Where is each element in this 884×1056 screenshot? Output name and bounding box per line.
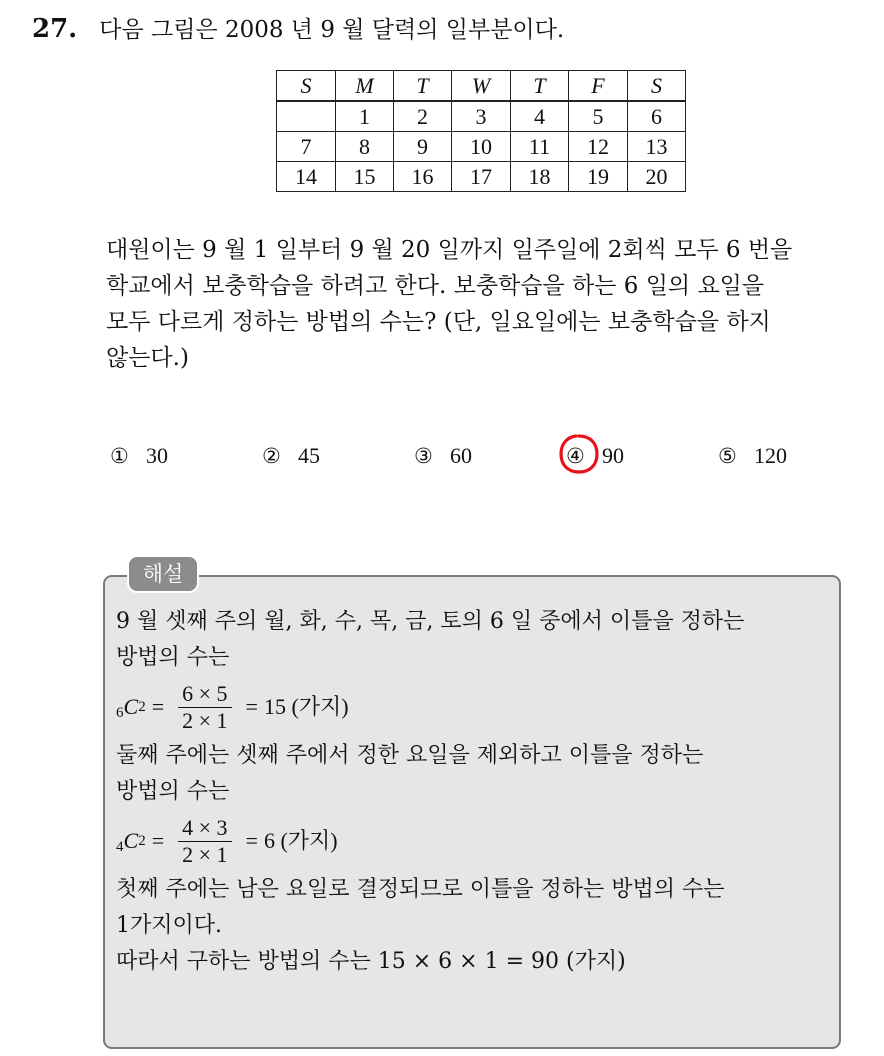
formula-equals: = — [151, 828, 165, 853]
choice-value: 30 — [146, 443, 168, 468]
explanation-content — [116, 604, 834, 980]
calendar-header-cell: W — [452, 71, 511, 102]
formula-fraction — [178, 815, 231, 868]
calendar-day-cell: 5 — [569, 101, 628, 132]
combination-formula-2 — [116, 810, 834, 872]
calendar-header-cell: S — [628, 71, 686, 102]
calendar-table — [276, 70, 686, 192]
fraction-denominator: 2 × 1 — [182, 841, 228, 867]
calendar-day-cell: 12 — [569, 132, 628, 162]
formula-equals: = — [245, 694, 258, 719]
calendar-day-cell: 11 — [511, 132, 569, 162]
question-text — [106, 232, 866, 376]
question-line: 대원이는 9 월 1 일부터 9 월 20 일까지 일주일에 2회씩 모두 6 번을 — [106, 237, 793, 263]
choice-3[interactable] — [414, 438, 472, 474]
choice-marker: ③ — [414, 444, 433, 468]
formula-symbol: C — [123, 828, 139, 853]
choice-marker: ④ — [566, 444, 585, 468]
calendar-day-cell: 19 — [569, 162, 628, 192]
calendar-header-row — [277, 71, 686, 102]
formula-result: 15 (가지) — [263, 694, 349, 719]
calendar-header-cell: F — [569, 71, 628, 102]
explanation-line: 방법의 수는 — [116, 779, 230, 804]
formula-equals: = — [151, 694, 165, 719]
calendar-day-cell: 10 — [452, 132, 511, 162]
formula-fraction — [178, 681, 231, 734]
calendar-header-cell: S — [277, 71, 336, 102]
explanation-line: 첫째 주에는 남은 요일로 결정되므로 이틀을 정하는 방법의 수는 — [116, 877, 725, 902]
calendar-header-cell: T — [394, 71, 452, 102]
choice-value: 90 — [602, 443, 624, 468]
calendar-day-cell: 1 — [336, 101, 394, 132]
calendar-day-cell: 20 — [628, 162, 686, 192]
calendar-day-cell: 16 — [394, 162, 452, 192]
calendar-day-cell: 7 — [277, 132, 336, 162]
calendar-day-cell: 2 — [394, 101, 452, 132]
formula-subscript: 2 — [138, 833, 146, 849]
choice-marker: ② — [262, 444, 281, 468]
formula-subscript: 2 — [138, 699, 146, 715]
formula-equals: = — [245, 828, 258, 853]
formula-pre-subscript: 6 — [116, 705, 124, 721]
formula-symbol: C — [123, 694, 139, 719]
choice-4[interactable] — [566, 438, 624, 474]
problem-intro: 다음 그림은 2008 년 9 월 달력의 일부분이다. — [99, 17, 565, 43]
calendar-day-cell: 4 — [511, 101, 569, 132]
choice-1[interactable] — [110, 438, 168, 474]
calendar-week-row — [277, 132, 686, 162]
fraction-numerator: 4 × 3 — [178, 815, 231, 842]
question-line: 학교에서 보충학습을 하려고 한다. 보충학습을 하는 6 일의 요일을 — [106, 273, 765, 299]
formula-pre-subscript: 4 — [116, 839, 124, 855]
explanation-tab-label: 해설 — [127, 555, 199, 593]
combination-formula-1 — [116, 676, 834, 738]
formula-result: 6 (가지) — [263, 828, 338, 853]
calendar-day-cell: 18 — [511, 162, 569, 192]
calendar-day-cell: 3 — [452, 101, 511, 132]
calendar-day-cell — [277, 101, 336, 132]
explanation-line: 9 월 셋째 주의 월, 화, 수, 목, 금, 토의 6 일 중에서 이틀을 정하는 — [116, 609, 745, 634]
explanation-line: 방법의 수는 — [116, 645, 230, 670]
explanation-line: 따라서 구하는 방법의 수는 15 × 6 × 1 = 90 (가지) — [116, 949, 626, 974]
explanation-line: 둘째 주에는 셋째 주에서 정한 요일을 제외하고 이틀을 정하는 — [116, 743, 704, 768]
answer-choices — [110, 438, 830, 474]
calendar-header-cell: M — [336, 71, 394, 102]
calendar-header-cell: T — [511, 71, 569, 102]
calendar-day-cell: 13 — [628, 132, 686, 162]
question-line: 모두 다르게 정하는 방법의 수는? (단, 일요일에는 보충학습을 하지 — [106, 309, 771, 335]
calendar-day-cell: 17 — [452, 162, 511, 192]
choice-2[interactable] — [262, 438, 320, 474]
calendar-week-row — [277, 162, 686, 192]
calendar-day-cell: 9 — [394, 132, 452, 162]
calendar-day-cell: 8 — [336, 132, 394, 162]
fraction-numerator: 6 × 5 — [178, 681, 231, 708]
problem-header — [32, 14, 564, 45]
fraction-denominator: 2 × 1 — [182, 707, 228, 733]
calendar-week-row — [277, 101, 686, 132]
choice-marker: ① — [110, 444, 129, 468]
calendar-day-cell: 6 — [628, 101, 686, 132]
choice-value: 45 — [298, 443, 320, 468]
calendar-day-cell: 15 — [336, 162, 394, 192]
choice-value: 60 — [450, 443, 472, 468]
question-line: 않는다.) — [106, 345, 189, 371]
choice-value: 120 — [754, 443, 787, 468]
explanation-line: 1가지이다. — [116, 913, 222, 938]
calendar-day-cell: 14 — [277, 162, 336, 192]
problem-number: 27. — [32, 14, 78, 44]
choice-5[interactable] — [718, 438, 787, 474]
choice-marker: ⑤ — [718, 444, 737, 468]
